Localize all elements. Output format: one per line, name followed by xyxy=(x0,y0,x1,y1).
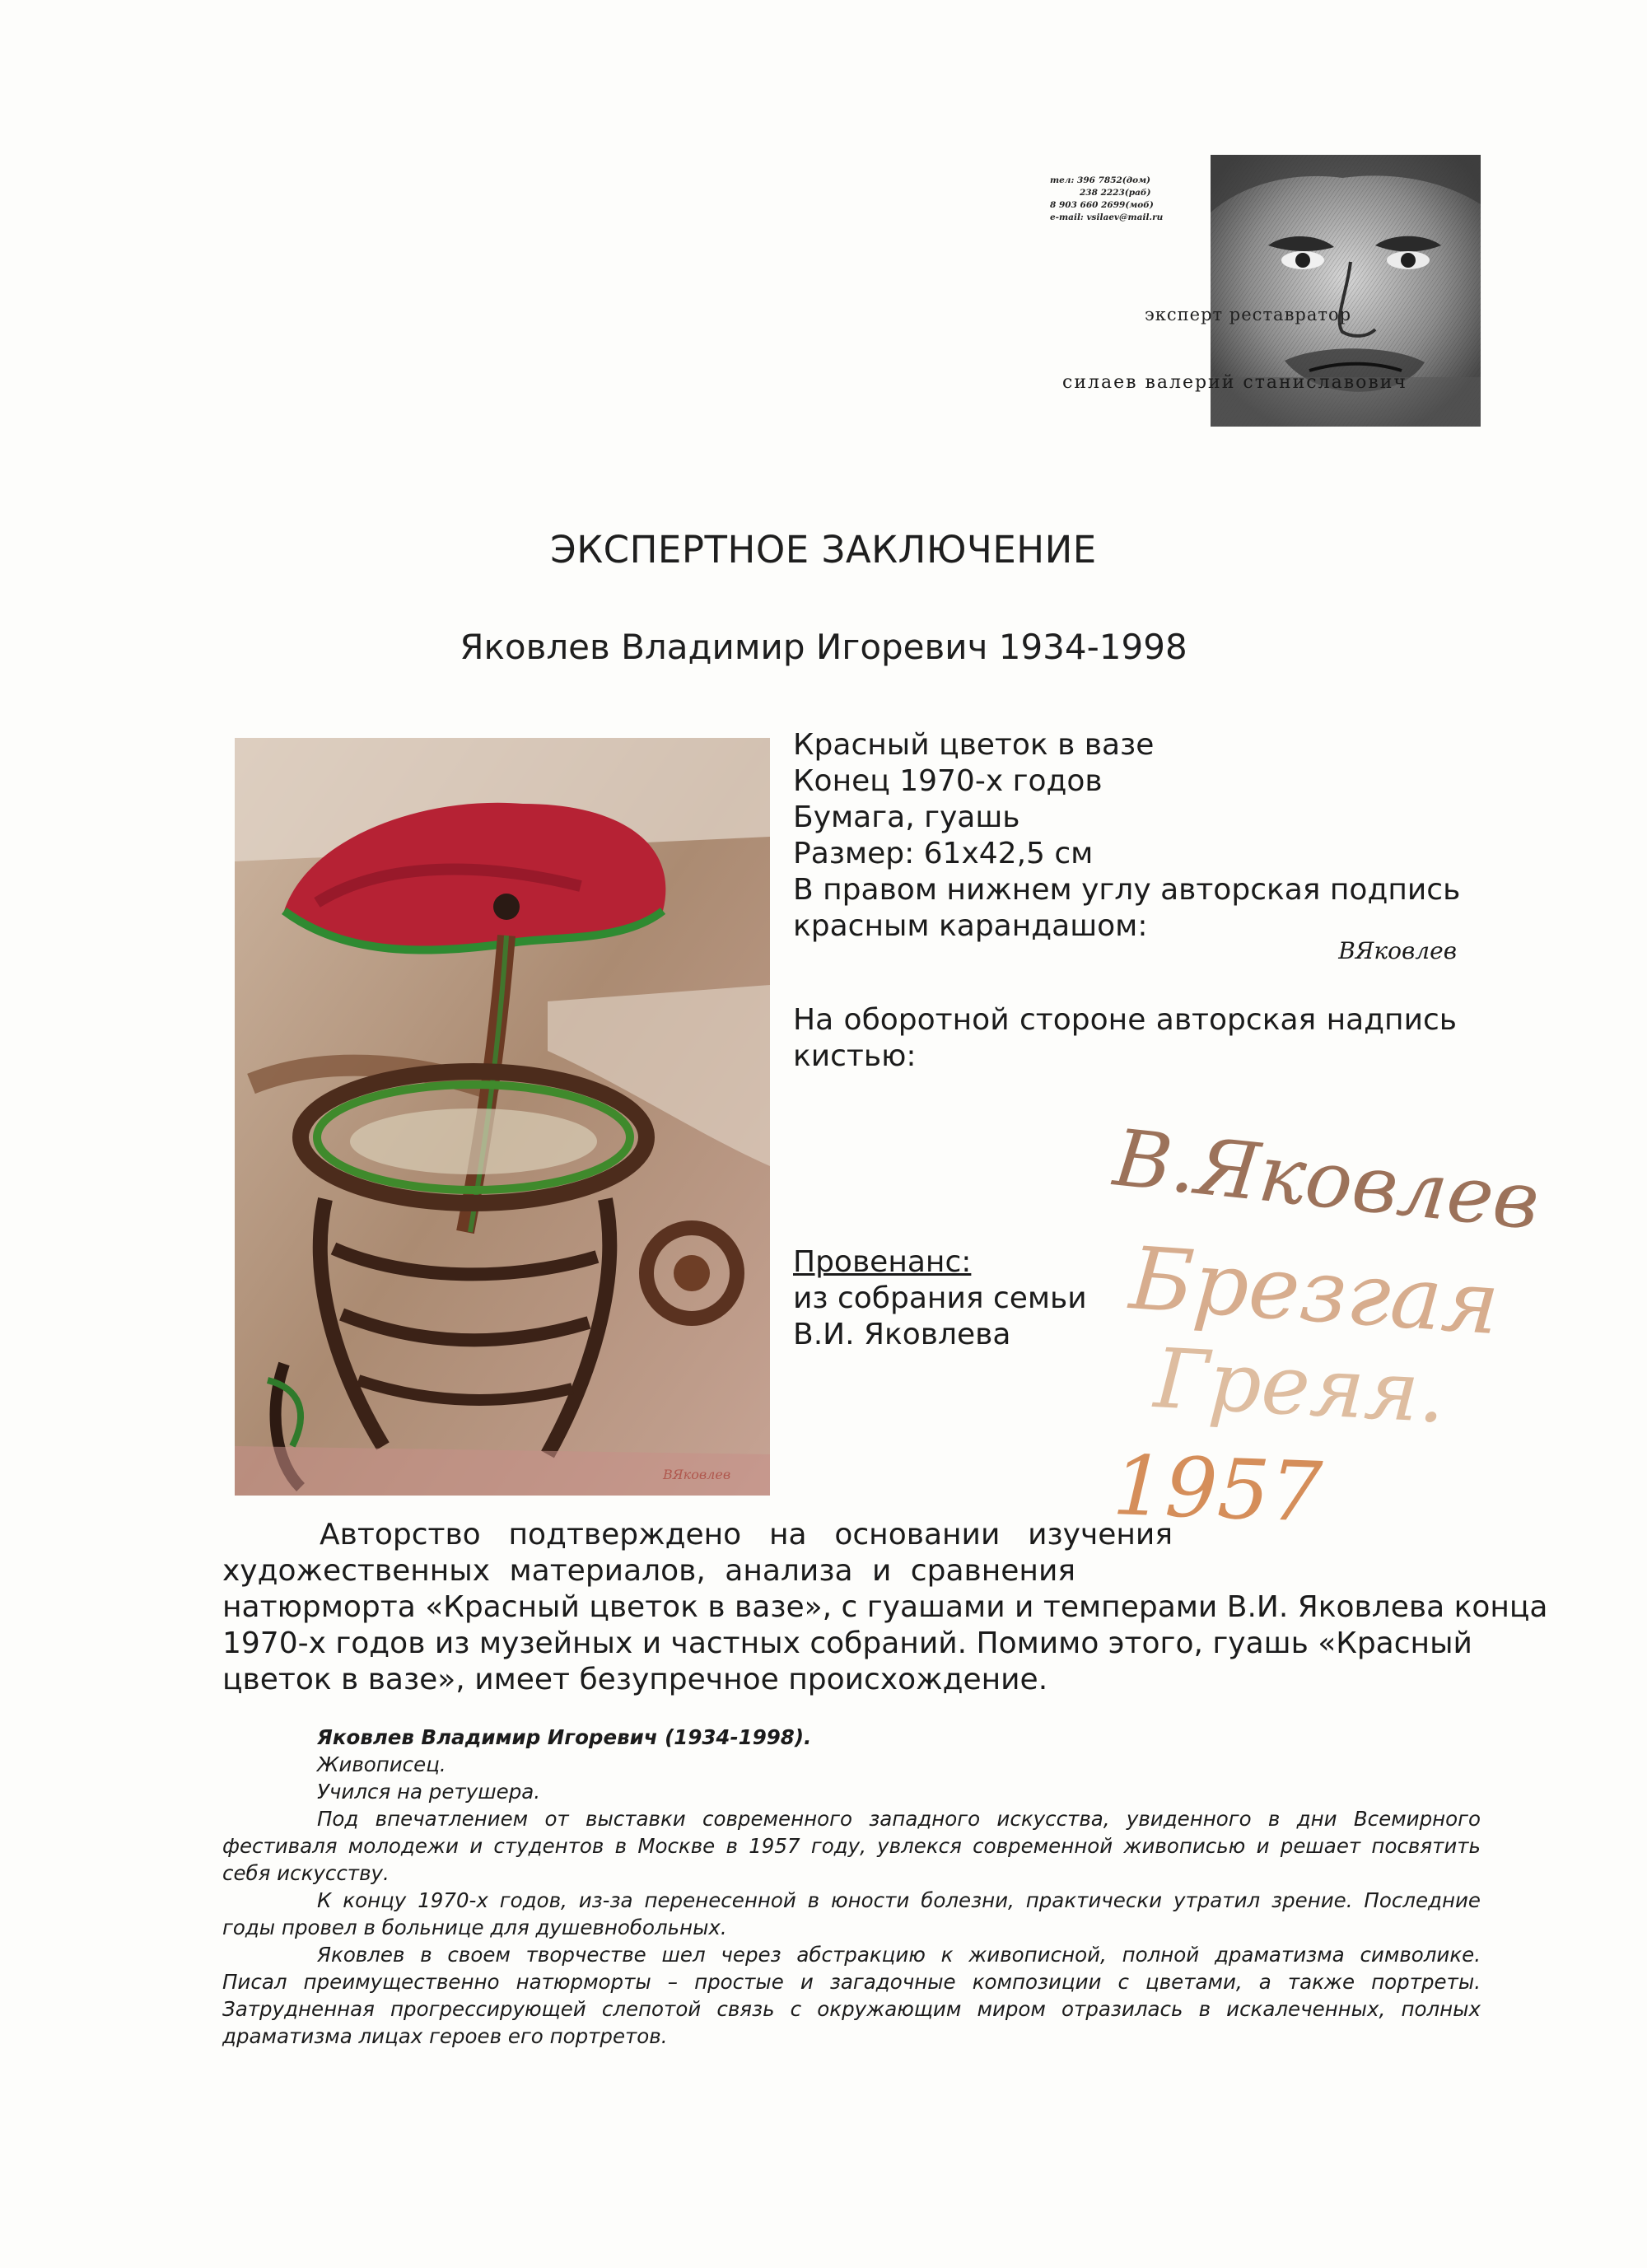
reverse-note-line1: На оборотной стороне авторская надпись xyxy=(793,1003,1457,1037)
provenance xyxy=(793,1244,1087,1353)
biography-line-9: Писал преимущественно натюрморты – простые и загадочные композиции с цветами, а также портреты. xyxy=(222,1970,1481,1994)
conclusion-line-3: натюрморта «Красный цветок в вазе», с гуашами и темперами В.И. Яковлева конца xyxy=(222,1590,1548,1624)
conclusion-line-2: художественных материалов, анализа и сравнения xyxy=(222,1554,1075,1588)
painting-corner-signature: ВЯковлев xyxy=(663,1467,731,1482)
signature-note-line1: В правом нижнем углу авторская подпись xyxy=(793,873,1461,907)
document-title: ЭКСПЕРТНОЕ ЗАКЛЮЧЕНИЕ xyxy=(550,528,1097,572)
reverse-inscription-image xyxy=(1103,1085,1544,1563)
artwork-details xyxy=(793,727,1461,945)
conclusion-paragraph xyxy=(222,1517,1548,1698)
inscription-line-2: Брезгая xyxy=(1127,1228,1503,1355)
inscription-line-3: Греяя. xyxy=(1151,1330,1449,1442)
biography-line-10: Затрудненная прогрессирующей слепотой связь с окружающим миром отразилась в искалеченных, полных xyxy=(222,1997,1481,2021)
conclusion-line-5: цветок в вазе», имеет безупречное происхождение. xyxy=(222,1663,1048,1696)
biography-line-4: фестиваля молодежи и студентов в Москве в 1957 году, увлекся современной живописью и решает посвятить xyxy=(222,1834,1481,1858)
biography-line-1: Живописец. xyxy=(317,1752,446,1776)
biography-line-6: К концу 1970-х годов, из-за перенесенной в юности болезни, практически утратил зрение. Последние xyxy=(317,1888,1481,1912)
artwork-size: Размер: 61x42,5 см xyxy=(793,837,1094,870)
provenance-line-2: В.И. Яковлева xyxy=(793,1318,1011,1351)
contact-email: e-mail: vsilaev@mail.ru xyxy=(1050,212,1164,222)
biography-line-2: Учился на ретушера. xyxy=(317,1780,541,1804)
contact-phone-home: тел: 396 7852(дом) xyxy=(1050,175,1151,185)
provenance-heading: Провенанс: xyxy=(793,1245,972,1279)
artwork-signature: ВЯковлев xyxy=(1338,937,1457,964)
contact-phone-work: 238 2223(раб) xyxy=(1080,188,1151,198)
biography-line-3: Под впечатлением от выставки современного западного искусства, увиденного в дни Всемирного xyxy=(317,1807,1481,1831)
biography-line-11: драматизма лицах героев его портретов. xyxy=(222,2024,668,2048)
expert-name: силаев валерий станиславович xyxy=(1062,372,1407,393)
artist-heading: Яковлев Владимир Игоревич 1934-1998 xyxy=(460,627,1187,667)
biography-heading: Яковлев Владимир Игоревич (1934-1998). xyxy=(317,1725,812,1749)
expert-role: эксперт реставратор xyxy=(1145,305,1352,324)
contact-phone-mobile: 8 903 660 2699(моб) xyxy=(1050,200,1154,210)
signature-note-line2: красным карандашом: xyxy=(793,909,1148,943)
artist-biography xyxy=(222,1724,1481,2050)
artwork-medium: Бумага, гуашь xyxy=(793,800,1020,834)
reverse-note-line2: кистью: xyxy=(793,1039,917,1073)
biography-line-8: Яковлев в своем творчестве шел через абстракцию к живописной, полной драматизма символике. xyxy=(317,1943,1481,1967)
artwork-painting-image xyxy=(235,738,770,1496)
conclusion-line-4: 1970-х годов из музейных и частных собраний. Помимо этого, гуашь «Красный xyxy=(222,1626,1472,1660)
inscription-line-1: В.Яковлев xyxy=(1109,1113,1544,1248)
artwork-title: Красный цветок в вазе xyxy=(793,728,1155,762)
letterhead-contacts xyxy=(1050,175,1215,224)
artwork-date: Конец 1970-х годов xyxy=(793,764,1103,798)
reverse-note xyxy=(793,1002,1457,1075)
provenance-line-1: из собрания семьи xyxy=(793,1281,1087,1315)
inscription-line-4: 1957 xyxy=(1111,1437,1324,1541)
conclusion-line-1: Авторство подтверждено на основании изучения xyxy=(320,1518,1173,1552)
biography-line-7: годы провел в больнице для душевнобольных. xyxy=(222,1916,727,1939)
biography-line-5: себя искусству. xyxy=(222,1861,390,1885)
